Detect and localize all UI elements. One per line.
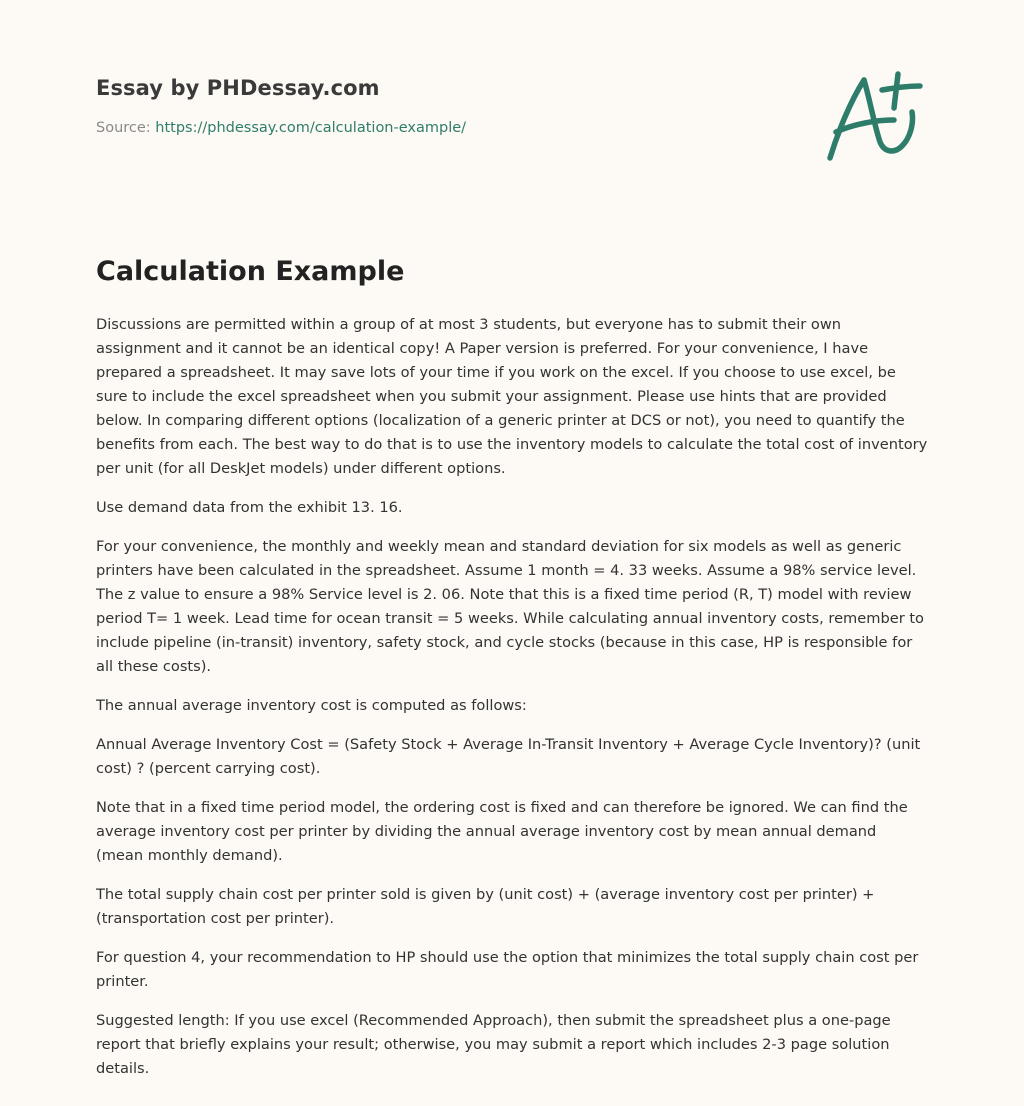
paragraph: The total supply chain cost per printer sold is given by (unit cost) + (average inventory cost per printer) + (transportation cost per printer).	[96, 886, 875, 927]
source-line	[96, 120, 796, 136]
paragraph: Note that in a fixed time period model, the ordering cost is fixed and can therefore be ignored. We can find the average inventory cost per printer by dividing the annual average inventory cost by mean annual demand (mean monthly demand).	[96, 799, 908, 864]
source-label: Source:	[96, 120, 151, 136]
paragraph: Use demand data from the exhibit 13. 16.	[96, 499, 403, 516]
paragraph: Annual Average Inventory Cost = (Safety Stock + Average In-Transit Inventory + Average Cycle Inventory)? (unit cost) ? (percent carrying cost).	[96, 736, 921, 777]
paragraph: The annual average inventory cost is computed as follows:	[96, 697, 527, 714]
article-title: Calculation Example	[96, 256, 405, 287]
article	[96, 256, 928, 1096]
paragraph: For your convenience, the monthly and weekly mean and standard deviation for six models as well as generic printers have been calculated in the spreadsheet. Assume 1 month = 4. 33 weeks. Assume a 98% service level. The z value to ensure a 98% Service level is 2. 06. Note that this is a fixed time period (R, T) model with review period T= 1 week. Lead time for ocean transit = 5 weeks. While calculating annual inventory costs, remember to include pipeline (in-transit) inventory, safety stock, and cycle stocks (because in this case, HP is responsible for all these costs).	[96, 538, 924, 675]
paragraph: Discussions are permitted within a group of at most 3 students, but everyone has to submit their own assignment and it cannot be an identical copy! A Paper version is preferred. For your convenience, I have prepared a spreadsheet. It may save lots of your time if you work on the excel. If you choose to use excel, be sure to include the excel spreadsheet when you submit your assignment. Please use hints that are provided below. In comparing different options (localization of a generic printer at DCS or not), you need to quantify the benefits from each. The best way to do that is to use the inventory models to calculate the total cost of inventory per unit (for all DeskJet models) under different options.	[96, 316, 928, 477]
paragraph: For question 4, your recommendation to HP should use the option that minimizes the total supply chain cost per printer.	[96, 949, 919, 990]
a-plus-logo-icon	[820, 66, 930, 166]
source-link[interactable]: https://phdessay.com/calculation-example/	[155, 120, 467, 136]
paragraph: Suggested length: If you use excel (Recommended Approach), then submit the spreadsheet plus a one-page report that briefly explains your result; otherwise, you may submit a report which includes 2-3 page solution details.	[96, 1012, 891, 1077]
page-header	[96, 76, 796, 136]
site-title: Essay by PHDessay.com	[96, 76, 380, 100]
